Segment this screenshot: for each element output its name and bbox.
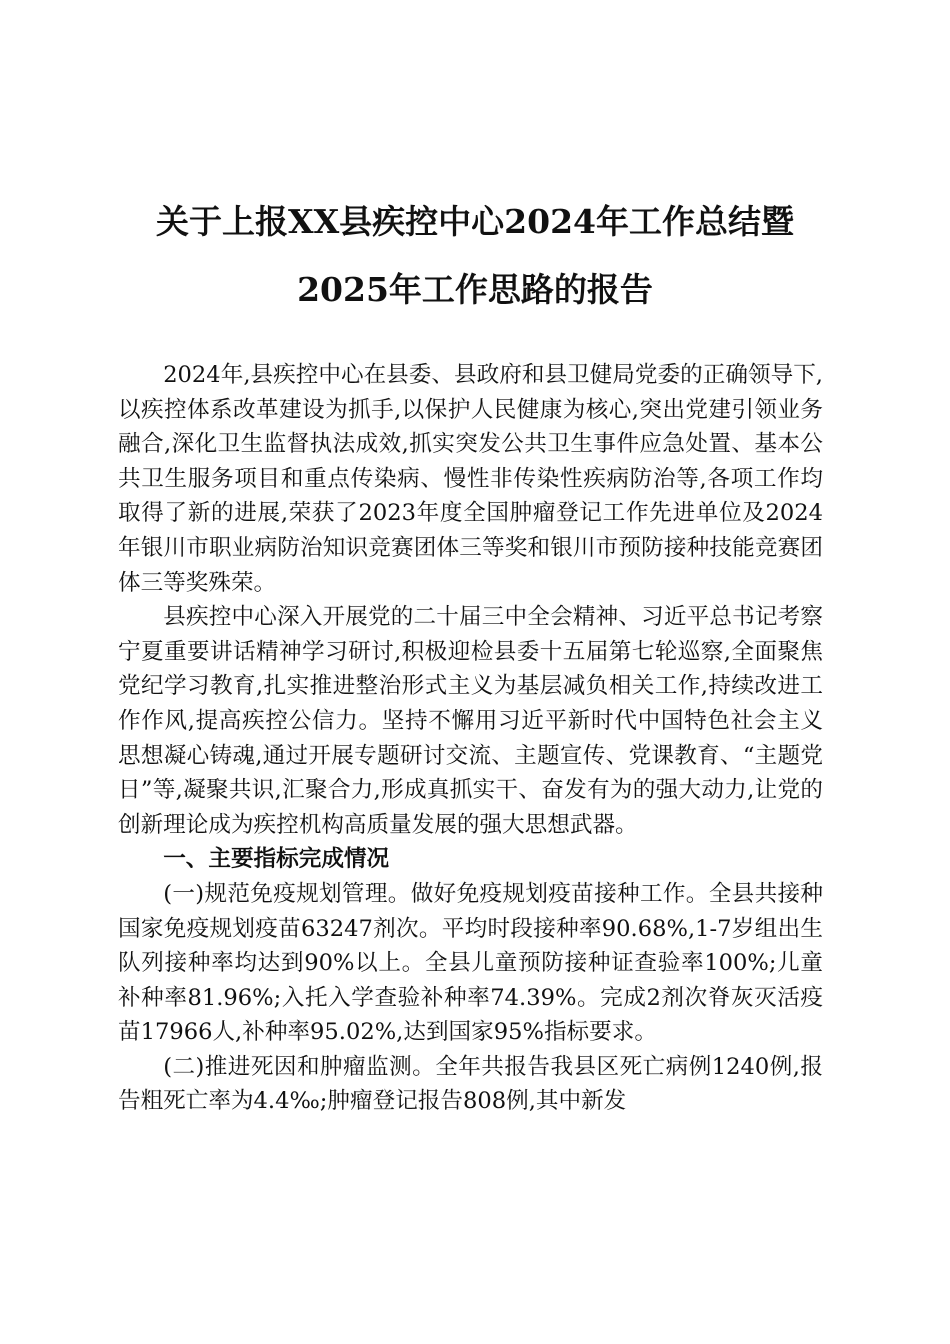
document-body (118, 358, 823, 1119)
paragraph-death-cancer-monitoring (118, 1050, 823, 1119)
document-title-line-2: 2025年工作思路的报告 (297, 270, 653, 309)
paragraph-intro: 2024年,县疾控中心在县委、县政府和县卫健局党委的正确领导下,以疾控体系改革建设为抓手,以保护人民健康为核心,突出党建引领业务融合,深化卫生监督执法成效,抓实突发公共卫生事件应急处置、基本公共卫生服务项目和重点传染病、慢性非传染性疾病防治等,各项工作均取得了新的进展,荣获了2023年度全国肿瘤登记工作先进单位及2024年银川市职业病防治知识竞赛团体三等奖和银川市预防接种技能竞赛团体三等奖殊荣。 (118, 362, 823, 596)
paragraph-immunization (118, 877, 823, 1050)
section-heading-main-indicators: 一、主要指标完成情况 (163, 846, 390, 873)
subsection-lead-monitoring: (二)推进死因和肿瘤监测。 (163, 1053, 436, 1080)
subsection-text-immunization: 做好免疫规划疫苗接种工作。全县共接种国家免疫规划疫苗63247剂次。平均时段接种率90.68%,1-7岁组出生队列接种率均达到90%以上。全县儿童预防接种证查验率100%;儿童补种率81.96%;入托入学查验补种率74.39%。完成2剂次脊灰灭活疫苗17966人,补种率95.02%,达到国家95%指标要求。 (118, 880, 824, 1046)
subsection-lead-immunization: (一)规范免疫规划管理。 (163, 880, 411, 907)
document-title-line-1: 关于上报XX县疾控中心2024年工作总结暨 (155, 202, 795, 241)
paragraph-party-building: 县疾控中心深入开展党的二十届三中全会精神、习近平总书记考察宁夏重要讲话精神学习研讨,积极迎检县委十五届第七轮巡察,全面聚焦党纪学习教育,扎实推进整治形式主义为基层减负相关工作,持续改进工作作风,提高疾控公信力。坚持不懈用习近平新时代中国特色社会主义思想凝心铸魂,通过开展专题研讨交流、主题宣传、党课教育、“主题党日”等,凝聚共识,汇聚合力,形成真抓实干、奋发有为的强大动力,让党的创新理论成为疾控机构高质量发展的强大思想武器。 (118, 604, 823, 838)
subsection-text-monitoring: 全年共报告我县区死亡病例1240例,报告粗死亡率为4.4‰;肿瘤登记报告808例,其中新发 (118, 1053, 823, 1115)
